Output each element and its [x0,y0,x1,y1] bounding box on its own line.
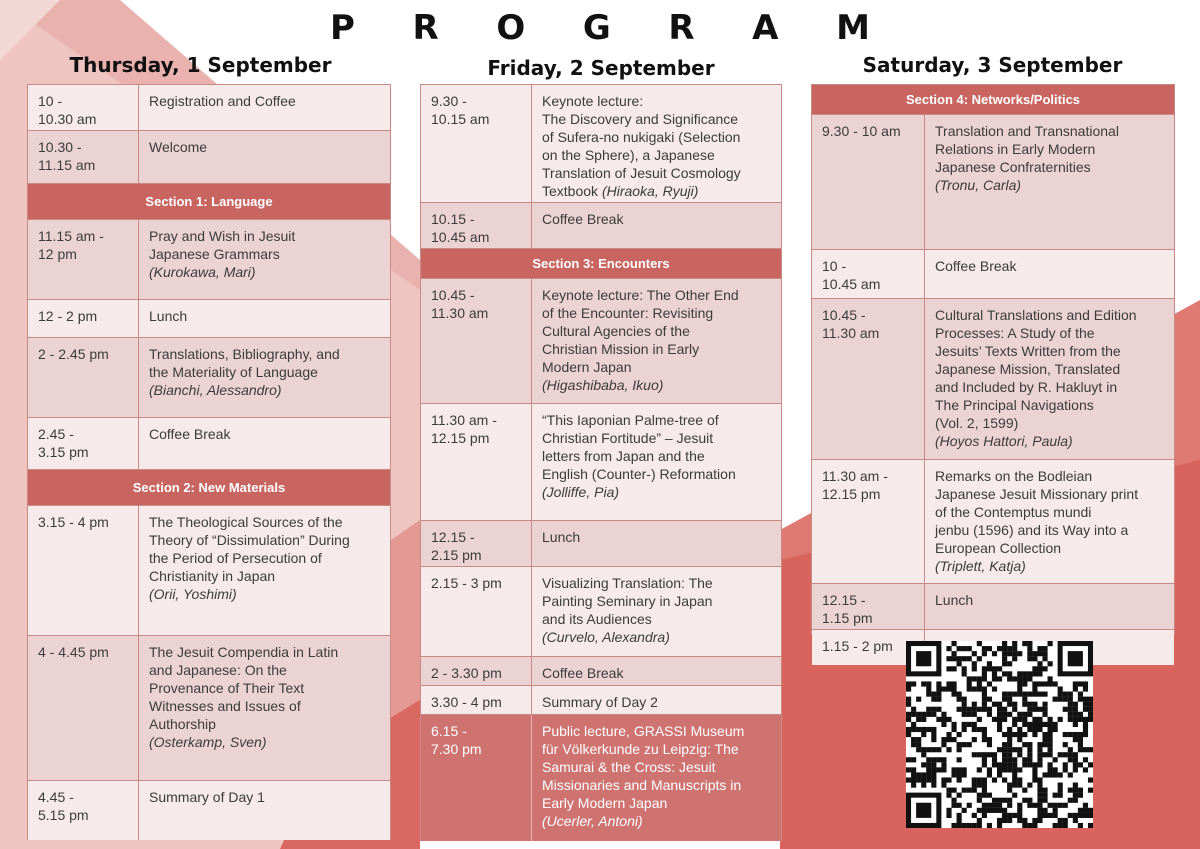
session-time: 10.15 - 10.45 am [421,203,532,248]
session-speaker: (Higashibaba, Ikuo) [542,377,664,393]
schedule-row [812,584,1174,630]
session-title: Translations, Bibliography, and the Materiality of Language [149,346,340,380]
schedule-row [28,418,390,470]
title-letter: R [412,8,439,48]
schedule-row [28,338,390,418]
session-title: Lunch [149,308,188,324]
session-time: 11.30 am - 12.15 pm [812,460,925,583]
session-info [532,85,781,202]
session-title: Coffee Break [935,258,1017,274]
schedule-row [28,300,390,338]
session-time: 1.15 - 2 pm [812,630,925,665]
session-title: Pray and Wish in Jesuit Japanese Grammars [149,228,296,262]
schedule-row [812,460,1174,584]
session-info [139,300,390,337]
program-title [330,8,870,50]
session-title: Coffee Break [542,211,624,227]
session-title: Keynote lecture: The Other End of the Encounter: Revisiting Cultural Agencies of the Christian Mission in Early Modern Japan [542,287,739,375]
title-letter: R [668,8,695,48]
schedule-row [28,85,390,131]
day-heading-thursday: Thursday, 1 September [69,53,332,77]
session-info [925,115,1174,249]
session-speaker: (Jolliffe, Pia) [542,484,620,500]
schedule-row [421,567,781,657]
day-heading-saturday: Saturday, 3 September [862,53,1123,77]
session-title: Summary of Day 2 [542,694,658,710]
session-info [139,418,390,469]
session-time: 11.30 am - 12.15 pm [421,404,532,520]
qr-code[interactable] [906,641,1093,828]
session-info [532,567,781,656]
session-info [139,85,390,130]
title-letter: O [496,8,526,48]
session-title: Coffee Break [149,426,231,442]
schedule-row [421,203,781,249]
session-time: 9.30 - 10.15 am [421,85,532,202]
schedule-row [421,521,781,567]
session-info [532,715,781,841]
schedule-saturday [811,84,1175,654]
session-info [532,657,781,685]
session-time: 10 - 10.45 am [812,250,925,298]
schedule-row [28,220,390,300]
section-header: Section 4: Networks/Politics [812,85,1174,115]
session-info [532,203,781,248]
session-info [139,781,390,840]
session-speaker: (Triplett, Katja) [935,558,1026,574]
session-speaker: (Kurokawa, Mari) [149,264,256,280]
section-header: Section 3: Encounters [421,249,781,279]
session-time: 2 - 2.45 pm [28,338,139,417]
session-info [139,636,390,780]
schedule-row [421,404,781,521]
session-title: Lunch [542,529,581,545]
session-title: “This Iaponian Palme-tree of Christian Fortitude” – Jesuit letters from Japan and the English (Counter-) Reformation [542,412,736,482]
title-letter: G [582,8,611,48]
session-info [532,279,781,403]
title-letter: M [836,8,870,48]
session-time: 10.45 - 11.30 am [421,279,532,403]
session-speaker: (Hiraoka, Ryuji) [601,183,699,199]
session-info [139,506,390,635]
session-title: Keynote lecture: The Discovery and Significance of Sufera-no nukigaki (Selection on the Sphere), a Japanese Translation of Jesuit Cosmology Textbook [542,93,741,199]
session-info [532,521,781,566]
session-title: Registration and Coffee [149,93,296,109]
title-letter: P [330,8,355,48]
session-speaker: (Hoyos Hattori, Paula) [935,433,1073,449]
schedule-row [28,781,390,840]
schedule-row [812,115,1174,250]
schedule-row [812,250,1174,299]
schedule-row [812,299,1174,460]
session-time: 3.15 - 4 pm [28,506,139,635]
session-info [139,338,390,417]
session-title: Lunch [935,592,974,608]
session-speaker: (Tronu, Carla) [935,177,1022,193]
session-speaker: (Bianchi, Alessandro) [149,382,282,398]
session-speaker: (Curvelo, Alexandra) [542,629,670,645]
session-speaker: (Osterkamp, Sven) [149,734,267,750]
session-title: Visualizing Translation: The Painting Seminary in Japan and its Audiences [542,575,713,627]
session-time: 2 - 3.30 pm [421,657,532,685]
session-info [925,584,1174,629]
session-info [139,220,390,299]
session-title: Cultural Translations and Edition Processes: A Study of the Jesuits’ Texts Written from the Japanese Mission, Translated and Included by R. Hakluyt in The Principal Navigations (Vol. 2, 1599) [935,307,1137,431]
schedule-row [421,279,781,404]
session-time: 6.15 - 7.30 pm [421,715,532,841]
session-time: 4 - 4.45 pm [28,636,139,780]
session-title: Concluding discussion [935,638,1075,654]
schedule-row [421,657,781,686]
session-time: 4.45 - 5.15 pm [28,781,139,840]
session-time: 10.30 - 11.15 am [28,131,139,183]
schedule-thursday [27,84,391,840]
session-time: 11.15 am - 12 pm [28,220,139,299]
session-time: 12 - 2 pm [28,300,139,337]
day-heading-friday: Friday, 2 September [487,56,715,80]
session-info [925,460,1174,583]
session-speaker: (Orii, Yoshimi) [149,586,237,602]
session-info [925,299,1174,459]
session-info [139,131,390,183]
session-title: The Jesuit Compendia in Latin and Japanese: On the Provenance of Their Text Witnesses and Issues of Authorship [149,644,339,732]
session-title: The Theological Sources of the Theory of “Dissimulation” During the Period of Persecution of Christianity in Japan [149,514,350,584]
session-title: Summary of Day 1 [149,789,265,805]
session-info [532,686,781,714]
session-speaker: (Ucerler, Antoni) [542,813,643,829]
schedule-friday [420,84,782,841]
session-title: Translation and Transnational Relations in Early Modern Japanese Confraternities [935,123,1119,175]
session-info [532,404,781,520]
session-info [925,250,1174,298]
session-title: Coffee Break [542,665,624,681]
schedule-row [28,131,390,184]
session-title: Remarks on the Bodleian Japanese Jesuit Missionary print of the Contemptus mundi jenbu (1596) and its Way into a European Collection [935,468,1139,556]
schedule-row [421,715,781,841]
session-time: 12.15 - 2.15 pm [421,521,532,566]
session-title: Public lecture, GRASSI Museum für Völkerkunde zu Leipzig: The Samurai & the Cross: Jesuit Missionaries and Manuscripts in Early Modern Japan [542,723,745,811]
session-time: 2.45 - 3.15 pm [28,418,139,469]
schedule-row [421,686,781,715]
session-time: 2.15 - 3 pm [421,567,532,656]
schedule-row [421,85,781,203]
section-header: Section 1: Language [28,184,390,220]
session-time: 3.30 - 4 pm [421,686,532,714]
session-time: 10 - 10.30 am [28,85,139,130]
schedule-row [28,506,390,636]
session-time: 12.15 - 1.15 pm [812,584,925,629]
session-title: Welcome [149,139,208,155]
session-time: 9.30 - 10 am [812,115,925,249]
session-time: 10.45 - 11.30 am [812,299,925,459]
schedule-row [28,636,390,781]
title-letter: A [752,8,779,48]
section-header: Section 2: New Materials [28,470,390,506]
